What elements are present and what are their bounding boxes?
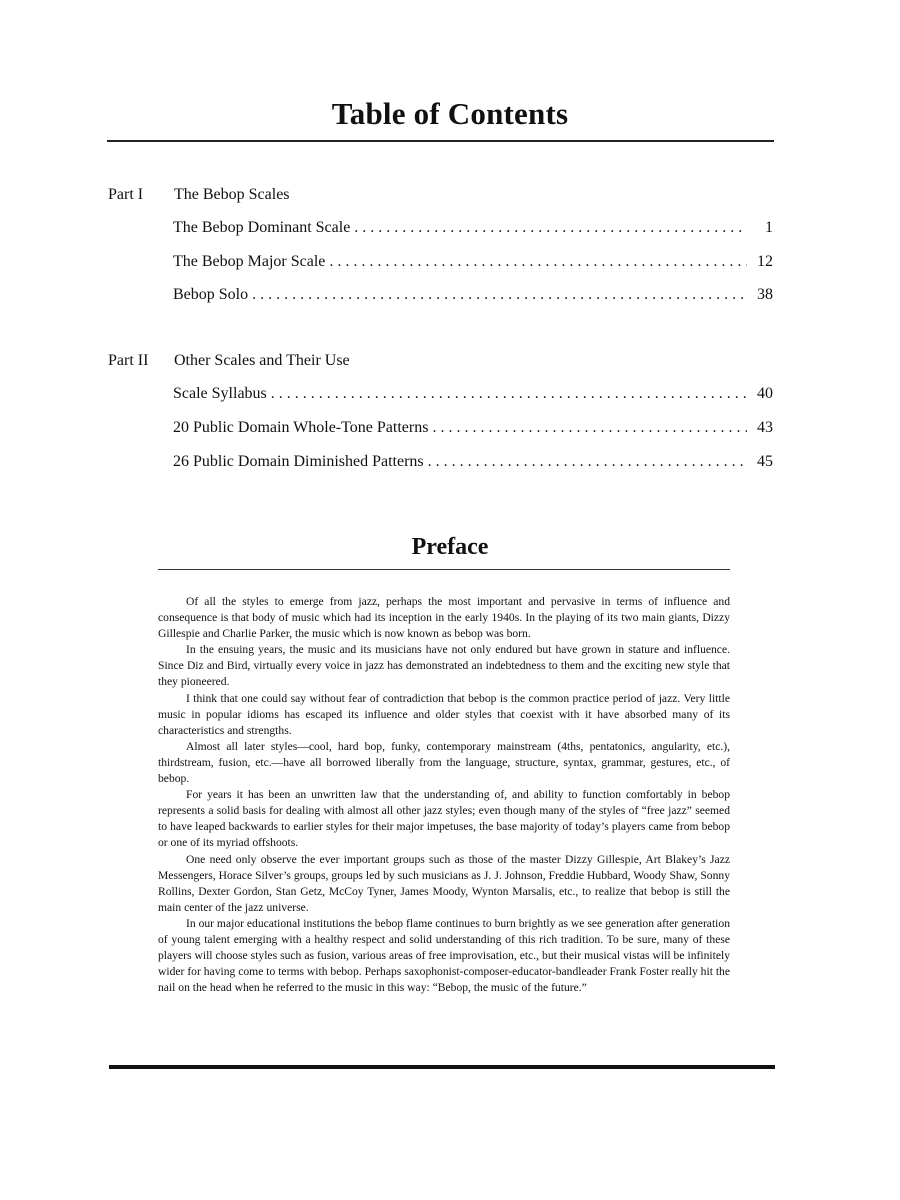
toc-part-title: The Bebop Scales (174, 186, 290, 203)
toc-part-number: Part II (108, 352, 149, 369)
toc-entry-title: Scale Syllabus (173, 385, 267, 402)
toc-entry[interactable] (173, 219, 773, 237)
toc-entry-page: 38 (757, 286, 773, 303)
toc-entry-title: 20 Public Domain Whole-Tone Patterns (173, 419, 429, 436)
toc-divider (107, 140, 774, 142)
preface-body (158, 594, 730, 996)
toc-part-1 (108, 186, 290, 204)
toc-part-2 (108, 352, 350, 370)
toc-entry-page: 12 (757, 253, 773, 270)
toc-entry[interactable] (173, 385, 773, 403)
toc-part-number: Part I (108, 186, 144, 203)
preface-paragraph: In the ensuing years, the music and its musicians have not only endured but have grown in stature and influence. Since Diz and Bird, virtually every voice in jazz has demonstrated an indebtedness to them and the exciting new style that they pioneered. (158, 643, 730, 689)
dot-leader (432, 419, 747, 437)
preface-paragraph: In our major educational institutions the bebop flame continues to burn brightly as we see generation after generation of young talent emerging with a healthy respect and solid understanding of this rich tradition. To be sure, many of these players will choose styles such as fusion, various areas of free improvisation, etc., but their musical vistas will be infinitely wider for having come to terms with bebop. Perhaps saxophonist-composer-educator-bandleader Frank Foster really hit the nail on the head when he referred to the music in this way: “Bebop, the music of the future.” (158, 916, 730, 995)
toc-entry-page: 45 (757, 453, 773, 470)
preface-heading: Preface (411, 534, 489, 560)
preface-paragraph: One need only observe the ever important groups such as those of the master Dizzy Gillespie, Art Blakey’s Jazz Messengers, Horace Silver’s groups, groups led by such musicians as J. J. Johnson, Freddie Hubbard, Woody Shaw, Sonny Rollins, Dexter Gordon, Stan Getz, McCoy Tyner, James Moody, Wynton Marsalis, etc., to realize that bebop is still the main center of the jazz universe. (158, 852, 730, 914)
toc-entry[interactable] (173, 286, 773, 304)
toc-entry-title: The Bebop Dominant Scale (173, 219, 351, 236)
toc-entry-title: The Bebop Major Scale (173, 253, 326, 270)
preface-paragraph: Of all the styles to emerge from jazz, perhaps the most important and pervasive in terms of influence and consequence is that body of music which had its inception in the early 1940s. In the playing of its two main giants, Dizzy Gillespie and Charlie Parker, the music which is now known as bebop was born. (158, 595, 730, 641)
toc-entry[interactable] (173, 453, 773, 471)
preface-paragraph: Almost all later styles—cool, hard bop, funky, contemporary mainstream (4ths, pentatonics, angularity, etc.), thirdstream, fusion, etc.—have all borrowed liberally from the language, structure, syntax, grammar, gestures, etc., of bebop. (158, 739, 730, 786)
toc-entry-title: 26 Public Domain Diminished Patterns (173, 453, 424, 470)
toc-entry-page: 43 (757, 419, 773, 436)
toc-entry[interactable] (173, 419, 773, 437)
preface-divider (158, 569, 730, 570)
dot-leader (354, 219, 747, 237)
dot-leader (329, 253, 747, 271)
dot-leader (252, 286, 747, 304)
toc-entry-page: 1 (765, 219, 773, 236)
preface-paragraph: I think that one could say without fear of contradiction that bebop is the common practice period of jazz. Very little music in popular idioms has escaped its influence and older styles that coexist with it have absorbed many of its characteristics and strengths. (158, 691, 730, 737)
footer-divider (109, 1065, 775, 1069)
preface-paragraph: For years it has been an unwritten law that the understanding of, and ability to function comfortably in bebop represents a solid basis for dealing with almost all other jazz styles; even though many of the styles of “free jazz” seemed to have leaped backwards to earlier styles for their major impetuses, the base majority of today’s players came from bebop or one of its myriad offshoots. (158, 788, 730, 850)
toc-heading: Table of Contents (331, 96, 569, 131)
toc-entry-title: Bebop Solo (173, 286, 249, 303)
toc-entry-page: 40 (757, 385, 773, 402)
dot-leader (428, 453, 747, 471)
dot-leader (271, 385, 747, 403)
toc-entry[interactable] (173, 253, 773, 271)
toc-part-title: Other Scales and Their Use (174, 352, 350, 369)
